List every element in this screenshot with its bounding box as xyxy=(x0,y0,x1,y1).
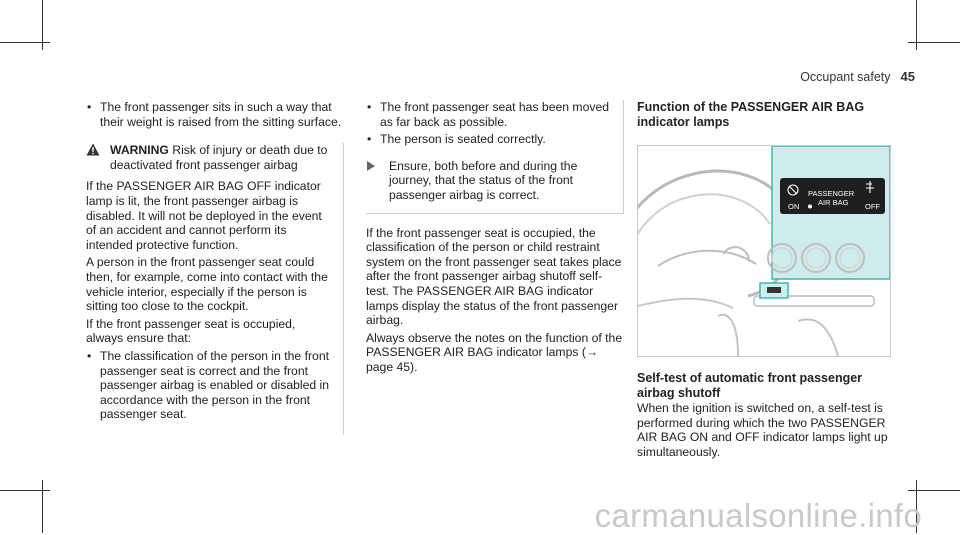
warning-header xyxy=(86,143,333,172)
body-text xyxy=(366,226,624,375)
warning-title: Risk of injury or death due to deactivated front passenger airbag xyxy=(110,143,328,172)
column-2 xyxy=(366,100,624,378)
column-3 xyxy=(637,100,899,462)
checklist xyxy=(366,100,613,147)
warning-body xyxy=(86,179,333,422)
action-step-text: Ensure, both before and during the journey, that the status of the front passenger airbag is correct. xyxy=(389,158,578,202)
panel-airbag-label: AIR BAG xyxy=(818,198,849,207)
checklist-box xyxy=(366,100,624,214)
panel-on-label: ON xyxy=(788,202,800,211)
list-item: • The front passenger sits in such a way that their weight is raised from the sitting surface. xyxy=(86,100,344,129)
paragraph: Always observe the notes on the function of the PASSENGER AIR BAG indicator lamps (→ page 45). xyxy=(366,330,623,374)
paragraph: If the front passenger seat is occupied, the classification of the person or child restraint system on the front passenger seat takes place after the front passenger airbag shutoff self-test. The PASSENGER AIR BAG indicator lamps display the status of the front passenger airbag. xyxy=(366,225,622,328)
warning-paragraph: A person in the front passenger seat could then, for example, come into contact with the vehicle interior, especially if the person is sitting too close to the cockpit. xyxy=(86,255,328,314)
running-header xyxy=(800,70,915,85)
crop-mark-bottom-left-h xyxy=(0,490,50,491)
subsection-title: Self-test of automatic front passenger airbag shutoff xyxy=(637,371,863,400)
console-indicator xyxy=(767,287,781,293)
page-number: 45 xyxy=(900,69,915,84)
warning-label: WARNING xyxy=(110,143,169,158)
center-console xyxy=(718,315,838,356)
on-dot-icon xyxy=(808,205,812,209)
panel-passenger-label: PASSENGER xyxy=(808,189,855,198)
warning-list xyxy=(86,349,333,422)
warning-triangle-icon xyxy=(86,143,100,156)
section-name: Occupant safety xyxy=(800,70,891,84)
warning-paragraph: If the PASSENGER AIR BAG OFF indicator lamp is lit, the front passenger airbag is disabled. It will not be deployed in the event of an accident and cannot perform its intended protective function. xyxy=(86,179,322,252)
list-item: • The person is seated correctly. xyxy=(366,132,613,147)
dashboard-illustration xyxy=(638,146,890,356)
list-item: • The classification of the person in the front passenger seat is correct and the front passenger airbag is enabled or disabled in accordance with the person in the front passenger seat. xyxy=(86,349,333,422)
section-title: Function of the PASSENGER AIR BAG indicator lamps xyxy=(637,100,865,129)
panel-off-label: OFF xyxy=(865,202,880,211)
steering-wheel-inner xyxy=(638,194,770,256)
action-arrow-icon xyxy=(367,161,375,171)
steering-wheel-spoke xyxy=(658,251,756,266)
crop-mark-top-left-h xyxy=(0,42,50,43)
watermark: carmanualsonline.info xyxy=(594,497,922,534)
crop-mark-bottom-right-h xyxy=(908,490,960,491)
list-item: • The front passenger seat has been moved as far back as possible. xyxy=(366,100,613,129)
crop-mark-top-right-h xyxy=(908,42,960,43)
column-1 xyxy=(86,100,344,435)
dashboard-figure xyxy=(637,145,891,357)
action-step xyxy=(366,159,613,203)
crop-mark-bottom-left-v xyxy=(42,480,43,533)
intro-list xyxy=(86,100,344,129)
warning-box xyxy=(86,143,344,435)
paragraph: When the ignition is switched on, a self-test is performed during which the two PASSENGER AIR BAG ON and OFF indicator lamps light up simultaneously. xyxy=(637,401,888,459)
warning-paragraph: If the front passenger seat is occupied, always ensure that: xyxy=(86,316,296,346)
dashboard-line xyxy=(638,299,733,308)
